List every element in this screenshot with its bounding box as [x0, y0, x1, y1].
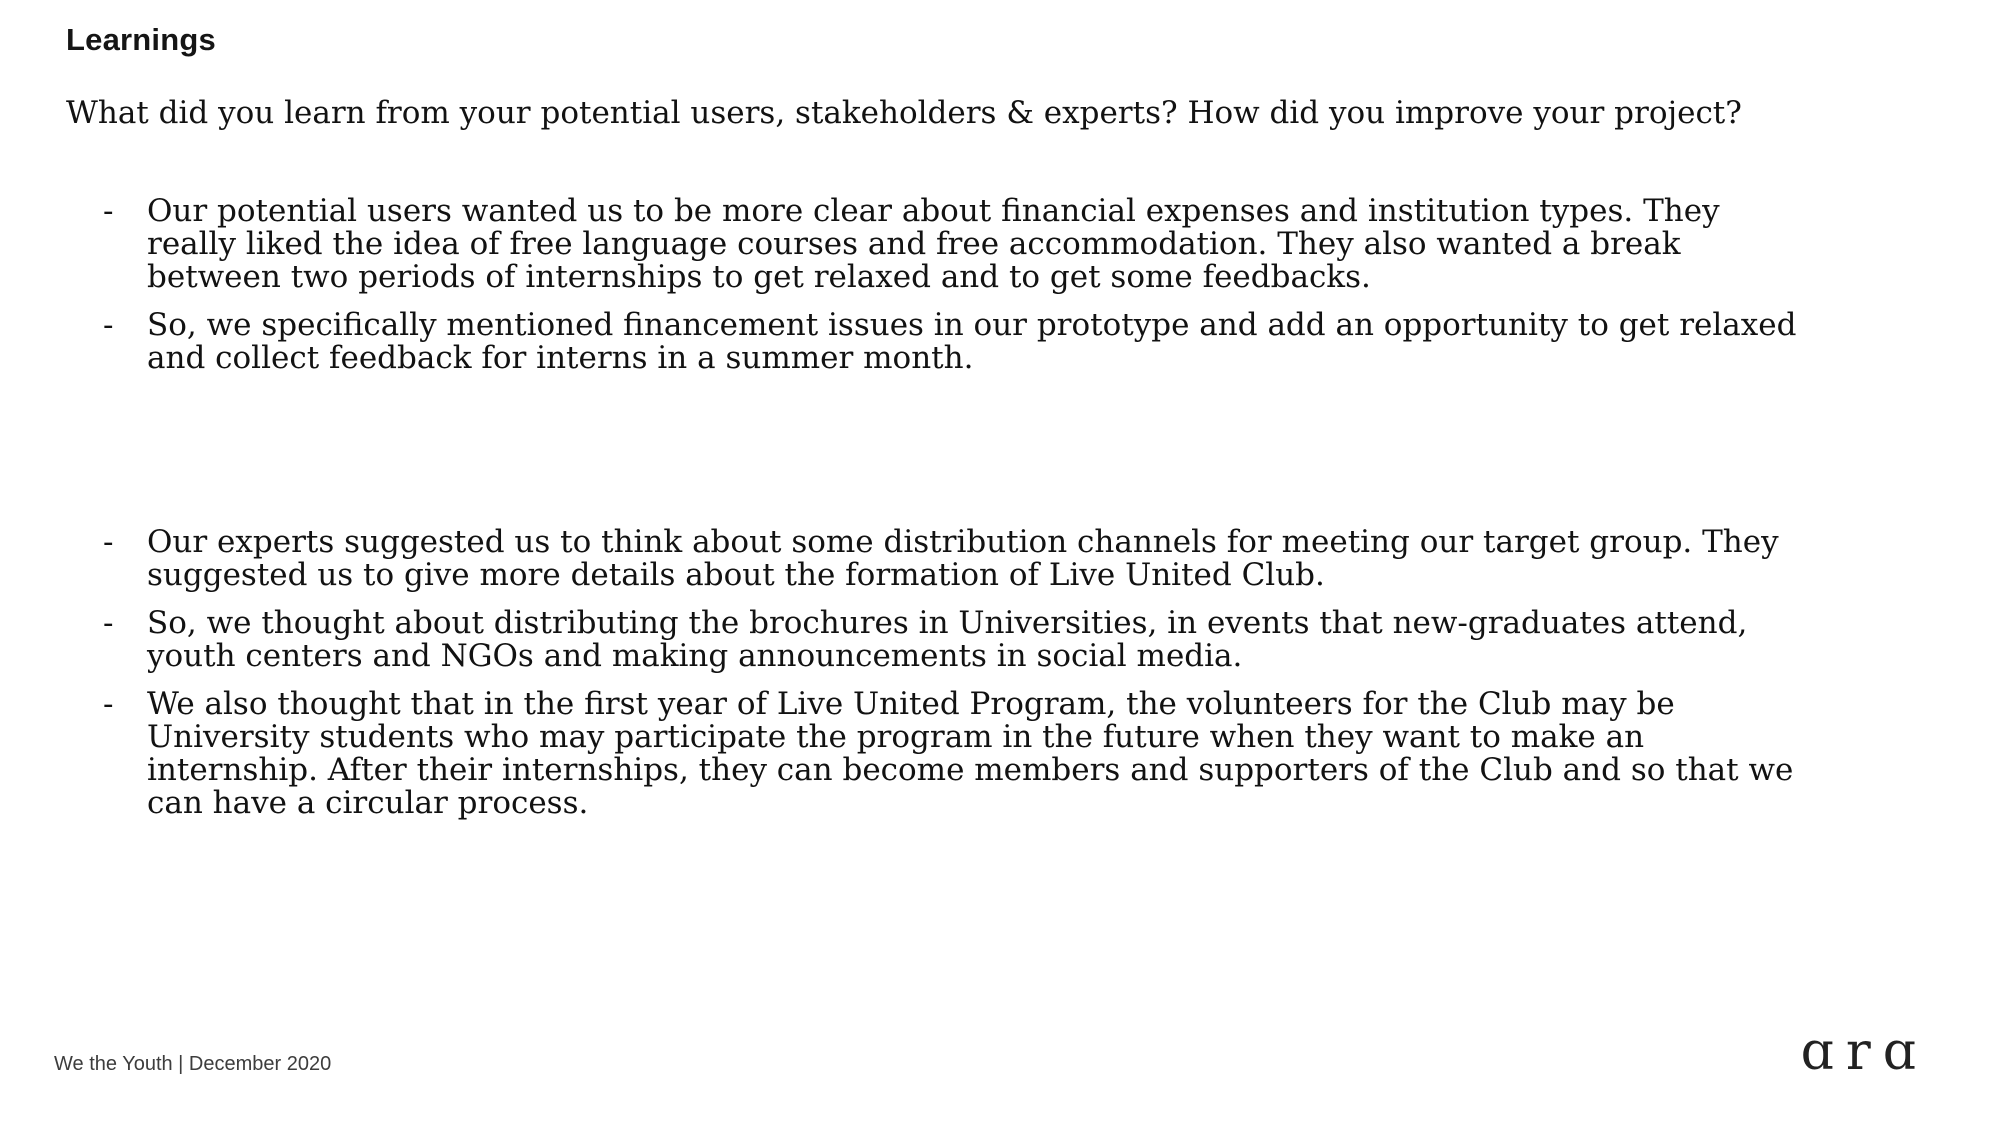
bullet-text: So, we thought about distributing the brochures in Universities, in events that new-graduates attend, youth centers and NGOs and making announcements in social media.	[147, 605, 1748, 674]
bullet-item	[66, 309, 1811, 375]
bullet-group-2	[66, 526, 1811, 820]
bullet-group-1	[66, 195, 1811, 375]
bullet-text: Our experts suggested us to think about some distribution channels for meeting our target group. They suggested us to give more details about the formation of Live United Club.	[147, 524, 1779, 593]
footer-deck-name: We the Youth | December 2020	[54, 1053, 332, 1075]
ara-logo: ɑrɑ	[1800, 1022, 1928, 1082]
bullet-text: So, we specifically mentioned financement issues in our prototype and add an opportunity to get relaxed and collect feedback for interns in a summer month.	[147, 307, 1797, 376]
bullet-item	[66, 526, 1811, 592]
question-text: What did you learn from your potential users, stakeholders & experts? How did you improve your project?	[66, 95, 1742, 131]
bullet-item	[66, 195, 1811, 294]
bullet-dash: -	[103, 524, 114, 560]
bullet-dash: -	[103, 605, 114, 641]
page-title: Learnings	[66, 22, 216, 57]
bullet-dash: -	[103, 686, 114, 722]
bullet-text: Our potential users wanted us to be more clear about financial expenses and institution types. They really liked the idea of free language courses and free accommodation. They also wanted a break between two periods of internships to get relaxed and to get some feedbacks.	[147, 193, 1720, 295]
bullet-item	[66, 607, 1811, 673]
bullet-dash: -	[103, 193, 114, 229]
bullet-item	[66, 688, 1811, 820]
bullet-text: We also thought that in the first year of Live United Program, the volunteers for the Club may be University students who may participate the program in the future when they want to make an internship. After their internships, they can become members and supporters of the Club and so that we can have a circular process.	[147, 686, 1794, 821]
bullet-dash: -	[103, 307, 114, 343]
